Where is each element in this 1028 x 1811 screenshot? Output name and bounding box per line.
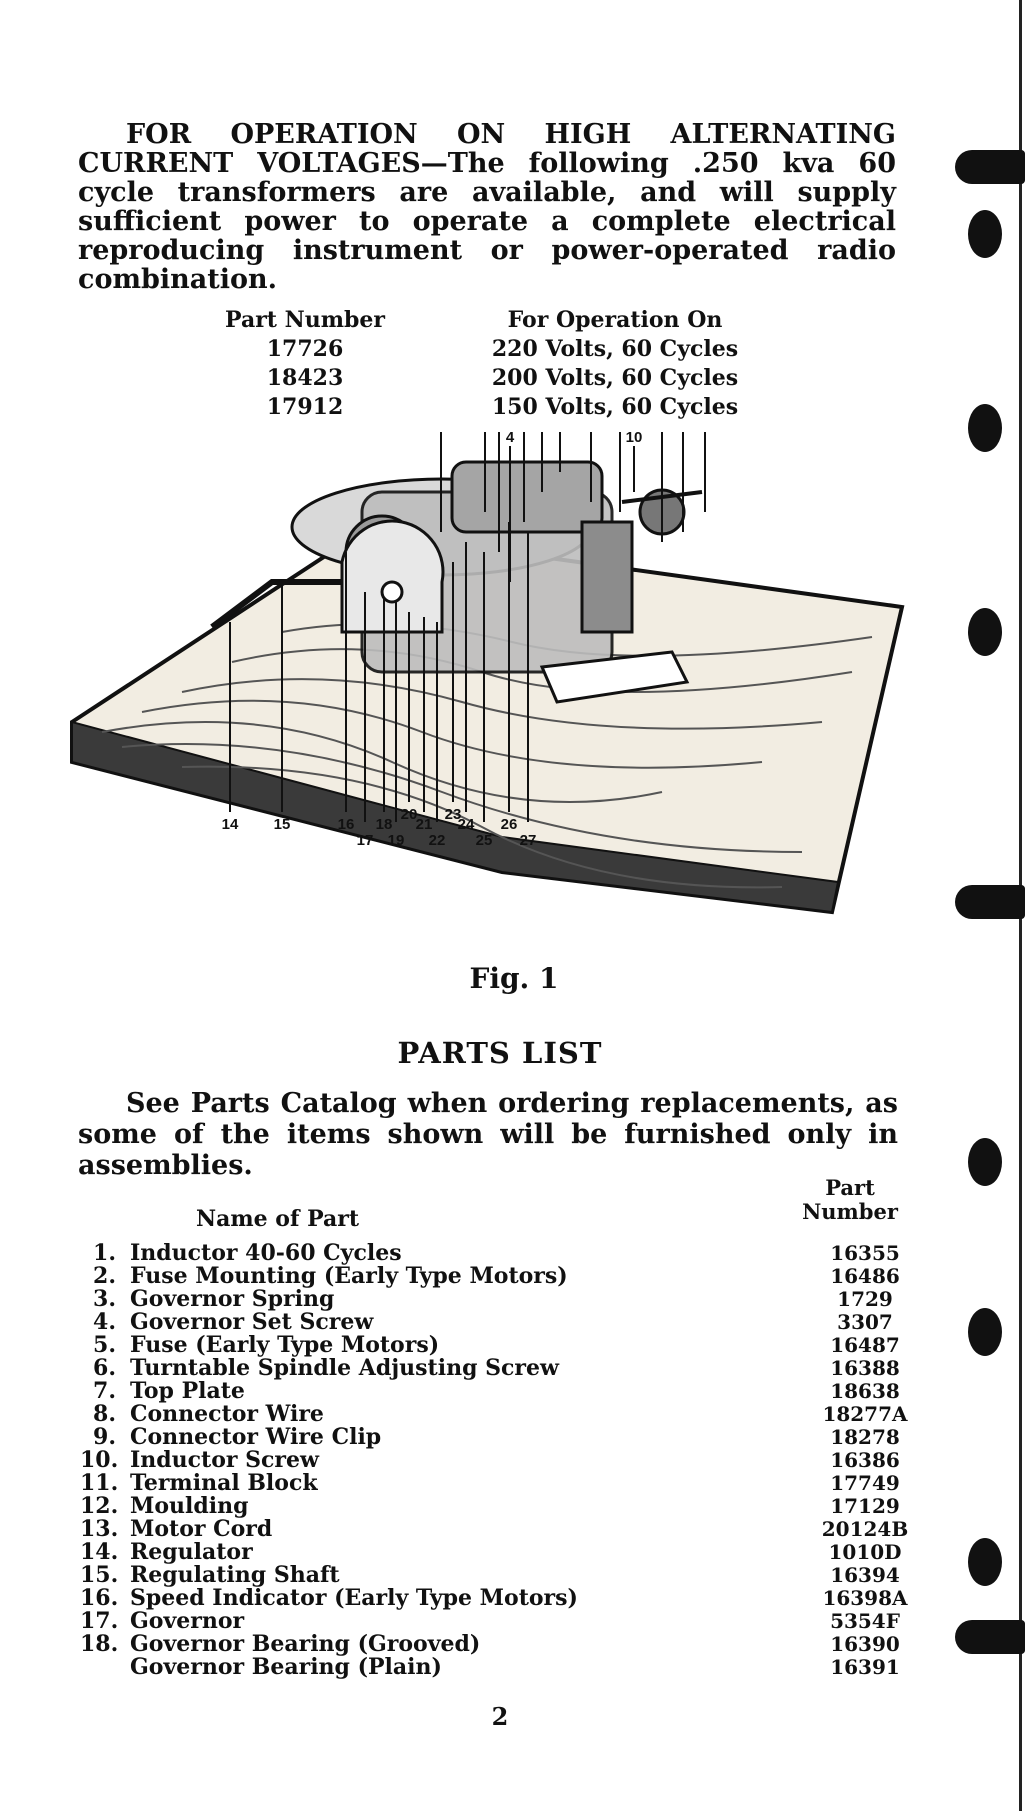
item-part-number: 18278 bbox=[830, 1425, 900, 1449]
callout-27: 27 bbox=[519, 832, 537, 849]
item-part-number: 16398A bbox=[822, 1586, 908, 1610]
item-number: 14. bbox=[80, 1539, 119, 1565]
item-part-number: 16394 bbox=[830, 1563, 900, 1587]
col-header-operation: For Operation On bbox=[507, 306, 723, 333]
callout-10: 10 bbox=[625, 432, 643, 446]
transformer-part: 17726 bbox=[266, 335, 344, 362]
item-name: Governor Bearing (Grooved) bbox=[130, 1631, 481, 1657]
item-number: 9. bbox=[93, 1424, 116, 1450]
governor bbox=[342, 521, 443, 632]
parts-list-title: PARTS LIST bbox=[397, 1036, 603, 1070]
item-part-number: 16487 bbox=[830, 1333, 900, 1357]
item-name: Moulding bbox=[130, 1493, 249, 1519]
list-item bbox=[80, 1265, 920, 1288]
callout-4: 4 bbox=[505, 432, 515, 446]
item-name: Governor bbox=[130, 1608, 245, 1634]
table-header-row bbox=[180, 305, 800, 334]
item-part-number: 1010D bbox=[828, 1540, 902, 1564]
table-row bbox=[180, 363, 800, 392]
callout-22: 22 bbox=[428, 832, 446, 849]
item-name: Terminal Block bbox=[130, 1470, 318, 1496]
list-item bbox=[80, 1564, 920, 1587]
punch-hole bbox=[968, 1308, 1002, 1356]
top-callouts bbox=[437, 432, 714, 446]
callout-18: 18 bbox=[375, 816, 393, 833]
item-name: Regulating Shaft bbox=[130, 1562, 340, 1588]
item-number: 11. bbox=[80, 1470, 119, 1496]
punch-hole bbox=[968, 404, 1002, 452]
col-header-part-line2: Number bbox=[802, 1199, 898, 1224]
page-number: 2 bbox=[491, 1702, 509, 1731]
item-number: 16. bbox=[80, 1585, 119, 1611]
list-item bbox=[80, 1449, 920, 1472]
intro-paragraph: FOR OPERATION ON HIGH ALTERNATING CURRENT VOLTAGES—The following .250 kva 60 cycle transformers are available, and will supply sufficient power to operate a complete electrical reproducing instrument or power-operated radio combination. bbox=[78, 119, 896, 295]
item-part-number: 16390 bbox=[830, 1632, 900, 1656]
callout-25: 25 bbox=[475, 832, 493, 849]
item-number: 2. bbox=[93, 1263, 116, 1289]
binder-clip bbox=[955, 885, 1025, 919]
binder-clip bbox=[955, 1620, 1025, 1654]
parts-list bbox=[80, 1242, 920, 1679]
item-number: 1. bbox=[93, 1240, 116, 1266]
parts-list-note: See Parts Catalog when ordering replacements, as some of the items shown will be furnished only in assemblies. bbox=[78, 1088, 898, 1181]
list-item bbox=[80, 1610, 920, 1633]
col-header-part-number bbox=[785, 1176, 915, 1224]
punch-hole bbox=[968, 1138, 1002, 1186]
item-name: Fuse (Early Type Motors) bbox=[130, 1332, 440, 1358]
list-item bbox=[80, 1311, 920, 1334]
item-name: Inductor Screw bbox=[130, 1447, 319, 1473]
list-item bbox=[80, 1403, 920, 1426]
item-part-number: 18638 bbox=[830, 1379, 900, 1403]
item-number: 8. bbox=[93, 1401, 116, 1427]
item-number: 4. bbox=[93, 1309, 116, 1335]
col-header-name-of-part: Name of Part bbox=[196, 1206, 360, 1232]
item-part-number: 16391 bbox=[830, 1655, 900, 1679]
transformer-operation: 150 Volts, 60 Cycles bbox=[491, 393, 739, 420]
item-name: Governor Bearing (Plain) bbox=[130, 1654, 442, 1680]
item-part-number: 5354F bbox=[830, 1609, 900, 1633]
item-name: Connector Wire bbox=[130, 1401, 324, 1427]
transformer-part: 18423 bbox=[266, 364, 344, 391]
item-number: 15. bbox=[80, 1562, 119, 1588]
item-number: 7. bbox=[93, 1378, 116, 1404]
transformer-part: 17912 bbox=[266, 393, 344, 420]
list-item bbox=[80, 1495, 920, 1518]
list-item bbox=[80, 1426, 920, 1449]
callout-14: 14 bbox=[221, 816, 239, 833]
transformer-operation: 220 Volts, 60 Cycles bbox=[491, 335, 739, 362]
item-part-number: 16355 bbox=[830, 1241, 900, 1265]
item-name: Governor Set Screw bbox=[130, 1309, 374, 1335]
list-item bbox=[80, 1656, 920, 1679]
transformer-operation: 200 Volts, 60 Cycles bbox=[491, 364, 739, 391]
item-number: 6. bbox=[93, 1355, 116, 1381]
item-name: Inductor 40-60 Cycles bbox=[130, 1240, 402, 1266]
item-name: Fuse Mounting (Early Type Motors) bbox=[130, 1263, 568, 1289]
item-name: Top Plate bbox=[130, 1378, 245, 1404]
transformer-table bbox=[180, 305, 800, 421]
list-item bbox=[80, 1380, 920, 1403]
item-part-number: 18277A bbox=[822, 1402, 908, 1426]
item-number: 13. bbox=[80, 1516, 119, 1542]
list-item bbox=[80, 1334, 920, 1357]
motor-coil bbox=[452, 462, 602, 532]
callout-19: 19 bbox=[387, 832, 405, 849]
list-item bbox=[80, 1587, 920, 1610]
item-number: 18. bbox=[80, 1631, 119, 1657]
motor-board-illustration bbox=[62, 432, 922, 922]
item-name: Regulator bbox=[130, 1539, 253, 1565]
item-name: Governor Spring bbox=[130, 1286, 335, 1312]
binder-clip bbox=[955, 150, 1025, 184]
terminal-block bbox=[582, 522, 632, 632]
item-part-number: 20124B bbox=[821, 1517, 909, 1541]
item-part-number: 16388 bbox=[830, 1356, 900, 1380]
callout-17: 17 bbox=[356, 832, 374, 849]
item-number: 5. bbox=[93, 1332, 116, 1358]
figure-caption: Fig. 1 bbox=[469, 962, 559, 995]
item-part-number: 16486 bbox=[830, 1264, 900, 1288]
list-item bbox=[80, 1541, 920, 1564]
callout-16: 16 bbox=[337, 816, 355, 833]
item-part-number: 1729 bbox=[837, 1287, 893, 1311]
item-name: Motor Cord bbox=[130, 1516, 273, 1542]
item-number: 3. bbox=[93, 1286, 116, 1312]
callout-26: 26 bbox=[500, 816, 518, 833]
punch-hole bbox=[968, 608, 1002, 656]
callout-23: 23 bbox=[444, 806, 462, 823]
item-part-number: 17129 bbox=[830, 1494, 900, 1518]
callout-24: 24 bbox=[457, 816, 475, 833]
item-name: Turntable Spindle Adjusting Screw bbox=[130, 1355, 559, 1381]
table-row bbox=[180, 334, 800, 363]
col-header-part-number: Part Number bbox=[225, 306, 385, 333]
col-header-part-line1: Part bbox=[825, 1175, 875, 1200]
item-number: 10. bbox=[80, 1447, 119, 1473]
list-item bbox=[80, 1472, 920, 1495]
item-part-number: 17749 bbox=[830, 1471, 900, 1495]
table-row bbox=[180, 392, 800, 421]
punch-hole bbox=[968, 210, 1002, 258]
callout-20: 20 bbox=[400, 806, 418, 823]
list-item bbox=[80, 1242, 920, 1265]
list-item bbox=[80, 1633, 920, 1656]
item-part-number: 16386 bbox=[830, 1448, 900, 1472]
item-name: Connector Wire Clip bbox=[130, 1424, 382, 1450]
item-number: 12. bbox=[80, 1493, 119, 1519]
item-part-number: 3307 bbox=[837, 1310, 893, 1334]
callout-21: 21 bbox=[415, 816, 433, 833]
callout-15: 15 bbox=[273, 816, 291, 833]
list-item bbox=[80, 1288, 920, 1311]
item-name: Speed Indicator (Early Type Motors) bbox=[130, 1585, 578, 1611]
punch-hole bbox=[968, 1538, 1002, 1586]
item-number: 17. bbox=[80, 1608, 119, 1634]
list-item bbox=[80, 1357, 920, 1380]
list-item bbox=[80, 1518, 920, 1541]
